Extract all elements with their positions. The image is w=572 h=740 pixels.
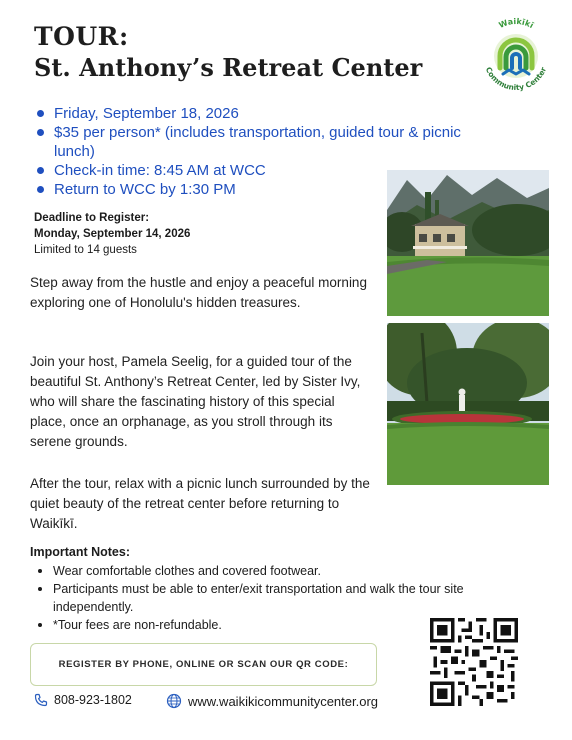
website-url[interactable]: www.waikikicommunitycenter.org [188, 693, 379, 709]
host-paragraph: Join your host, Pamela Seelig, for a guided tour of the beautiful St. Anthony’s Retreat Center, led by Sister Ivy, who will share the fascinating history of this special place, once an orphanage, as you stroll through its serene grounds. [30, 354, 361, 449]
phone-number[interactable]: 808-923-1802 [54, 693, 132, 707]
garden-statue-photo [387, 323, 549, 485]
detail-price: $35 per person* (includes transportation, guided tour & picnic lunch) [34, 123, 504, 161]
phone-icon [34, 693, 48, 707]
register-label: REGISTER BY PHONE, ONLINE OR SCAN OUR QR CODE: [58, 659, 349, 670]
wcc-logo [476, 14, 556, 100]
guest-limit: Limited to 14 guests [34, 244, 137, 256]
detail-date: Friday, September 18, 2026 [34, 104, 504, 123]
note-item: Participants must be able to enter/exit transportation and walk the tour site independently. [34, 580, 524, 616]
phone-contact[interactable] [34, 693, 132, 707]
intro-paragraph: Step away from the hustle and enjoy a peaceful morning exploring one of Honolulu's hidden treasures. [30, 275, 367, 310]
qr-code[interactable] [430, 618, 518, 706]
detail-checkin: Check-in time: 8:45 AM at WCC [34, 161, 504, 180]
deadline-date: Monday, September 14, 2026 [34, 228, 191, 240]
register-box [30, 643, 377, 686]
title-line-1: TOUR: [34, 22, 129, 51]
deadline-block [34, 210, 190, 258]
wcc-arch-logo-icon [494, 34, 538, 78]
lunch-paragraph: After the tour, relax with a picnic lunch surrounded by the quiet beauty of the retreat center before returning to Waikīkī. [30, 476, 370, 531]
website-contact[interactable] [166, 693, 378, 709]
notes-title: Important Notes: [30, 545, 130, 559]
detail-return: Return to WCC by 1:30 PM [34, 180, 504, 199]
logo-text-top: Waikīkī [497, 16, 536, 31]
note-item: *Tour fees are non-refundable. [34, 616, 524, 634]
page-title [34, 22, 422, 84]
svg-text:Waikīkī [497, 17, 535, 30]
globe-icon [166, 693, 182, 709]
logo-text-bottom: Community Center [483, 65, 549, 93]
deadline-label: Deadline to Register: [34, 212, 150, 224]
retreat-building-photo [387, 170, 549, 316]
title-line-2: St. Anthony’s Retreat Center [34, 53, 423, 82]
note-item: Wear comfortable clothes and covered footwear. [34, 562, 524, 580]
